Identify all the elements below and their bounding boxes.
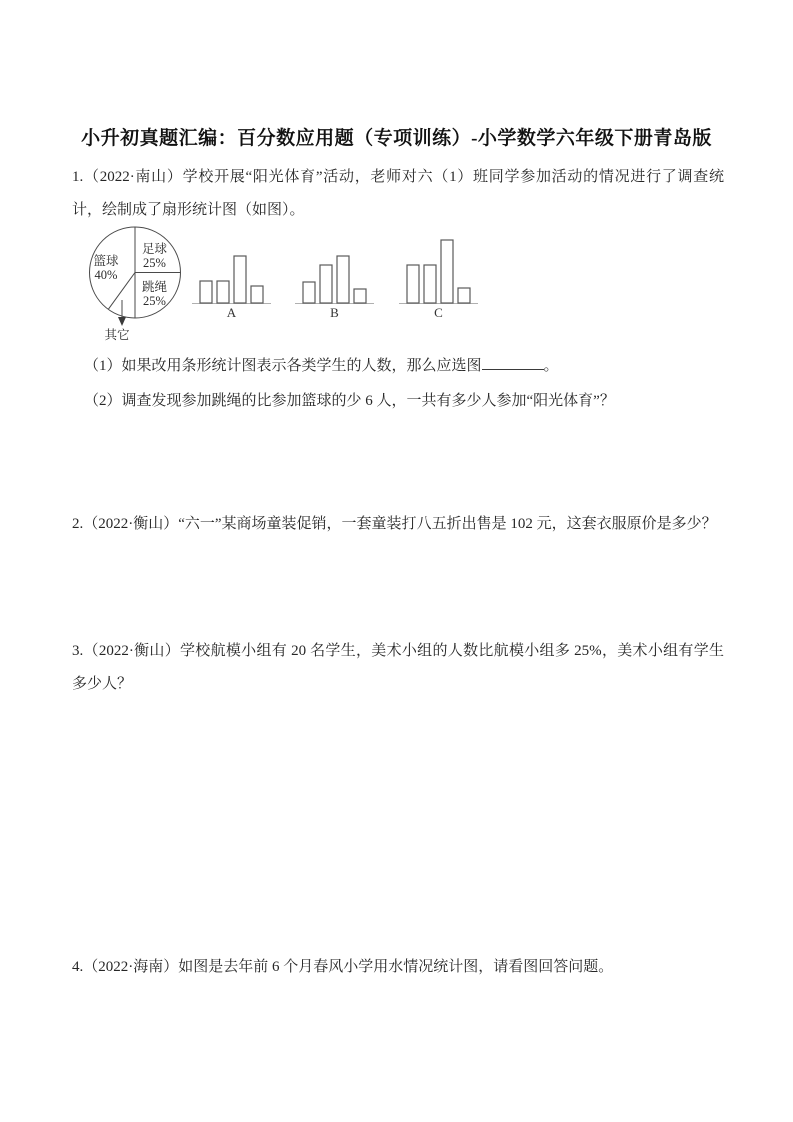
pie-label-other: 其它 xyxy=(104,328,130,342)
pie-label-basketball-pct: 40% xyxy=(94,268,118,282)
sub1-period: 。 xyxy=(543,358,559,374)
bar-chart-label: B xyxy=(330,305,339,320)
arrow-down-icon xyxy=(118,317,126,326)
bar xyxy=(320,265,332,303)
question-3-text: 3.（2022·衡山）学校航模小组有 20 名学生，美术小组的人数比航模小组多 25%，美术小组有学生多少人？ xyxy=(72,643,724,692)
bar xyxy=(407,265,419,303)
pie-label-jumprope: 跳绳 xyxy=(141,280,168,294)
bar-chart-options xyxy=(192,240,478,320)
bar xyxy=(217,281,229,303)
bar xyxy=(251,286,263,303)
bar xyxy=(458,288,470,303)
question-2-text: 2.（2022·衡山）“六一”某商场童装促销，一套童装打八五折出售是 102 元，这套衣服原价是多少？ xyxy=(72,516,717,532)
question-1-sub2: （2）调查发现参加跳绳的比参加篮球的少 6 人，一共有多少人参加“阳光体育”？ xyxy=(84,393,615,409)
bar xyxy=(234,256,246,303)
bar-chart-label: A xyxy=(226,305,237,320)
pie-label-basketball: 篮球 xyxy=(93,254,119,268)
pie-chart xyxy=(90,227,181,342)
pie-label-jumprope-pct: 25% xyxy=(143,294,166,308)
pie-label-football-pct: 25% xyxy=(143,256,166,270)
pie-label-football: 足球 xyxy=(141,242,168,256)
bar xyxy=(303,282,315,303)
bar xyxy=(424,265,436,303)
question1-figure xyxy=(60,220,490,352)
bar xyxy=(200,281,212,303)
bar xyxy=(337,256,349,303)
bar xyxy=(441,240,453,303)
answer-blank xyxy=(482,354,544,370)
question-1-text: 1.（2022·南山）学校开展“阳光体育”活动，老师对六（1）班同学参加活动的情况进行了调查统计，绘制成了扇形统计图（如图）。 xyxy=(72,169,724,218)
bar xyxy=(354,289,366,303)
bar-chart-label: C xyxy=(434,305,443,320)
sub1-text: （1）如果改用条形统计图表示各类学生的人数，那么应选图 xyxy=(84,358,482,374)
page-title: 小升初真题汇编：百分数应用题（专项训练）-小学数学六年级下册青岛版 xyxy=(81,128,712,149)
question-4-text: 4.（2022·海南）如图是去年前 6 个月春风小学用水情况统计图，请看图回答问题。 xyxy=(72,959,614,975)
question-1-sub1 xyxy=(84,350,729,383)
